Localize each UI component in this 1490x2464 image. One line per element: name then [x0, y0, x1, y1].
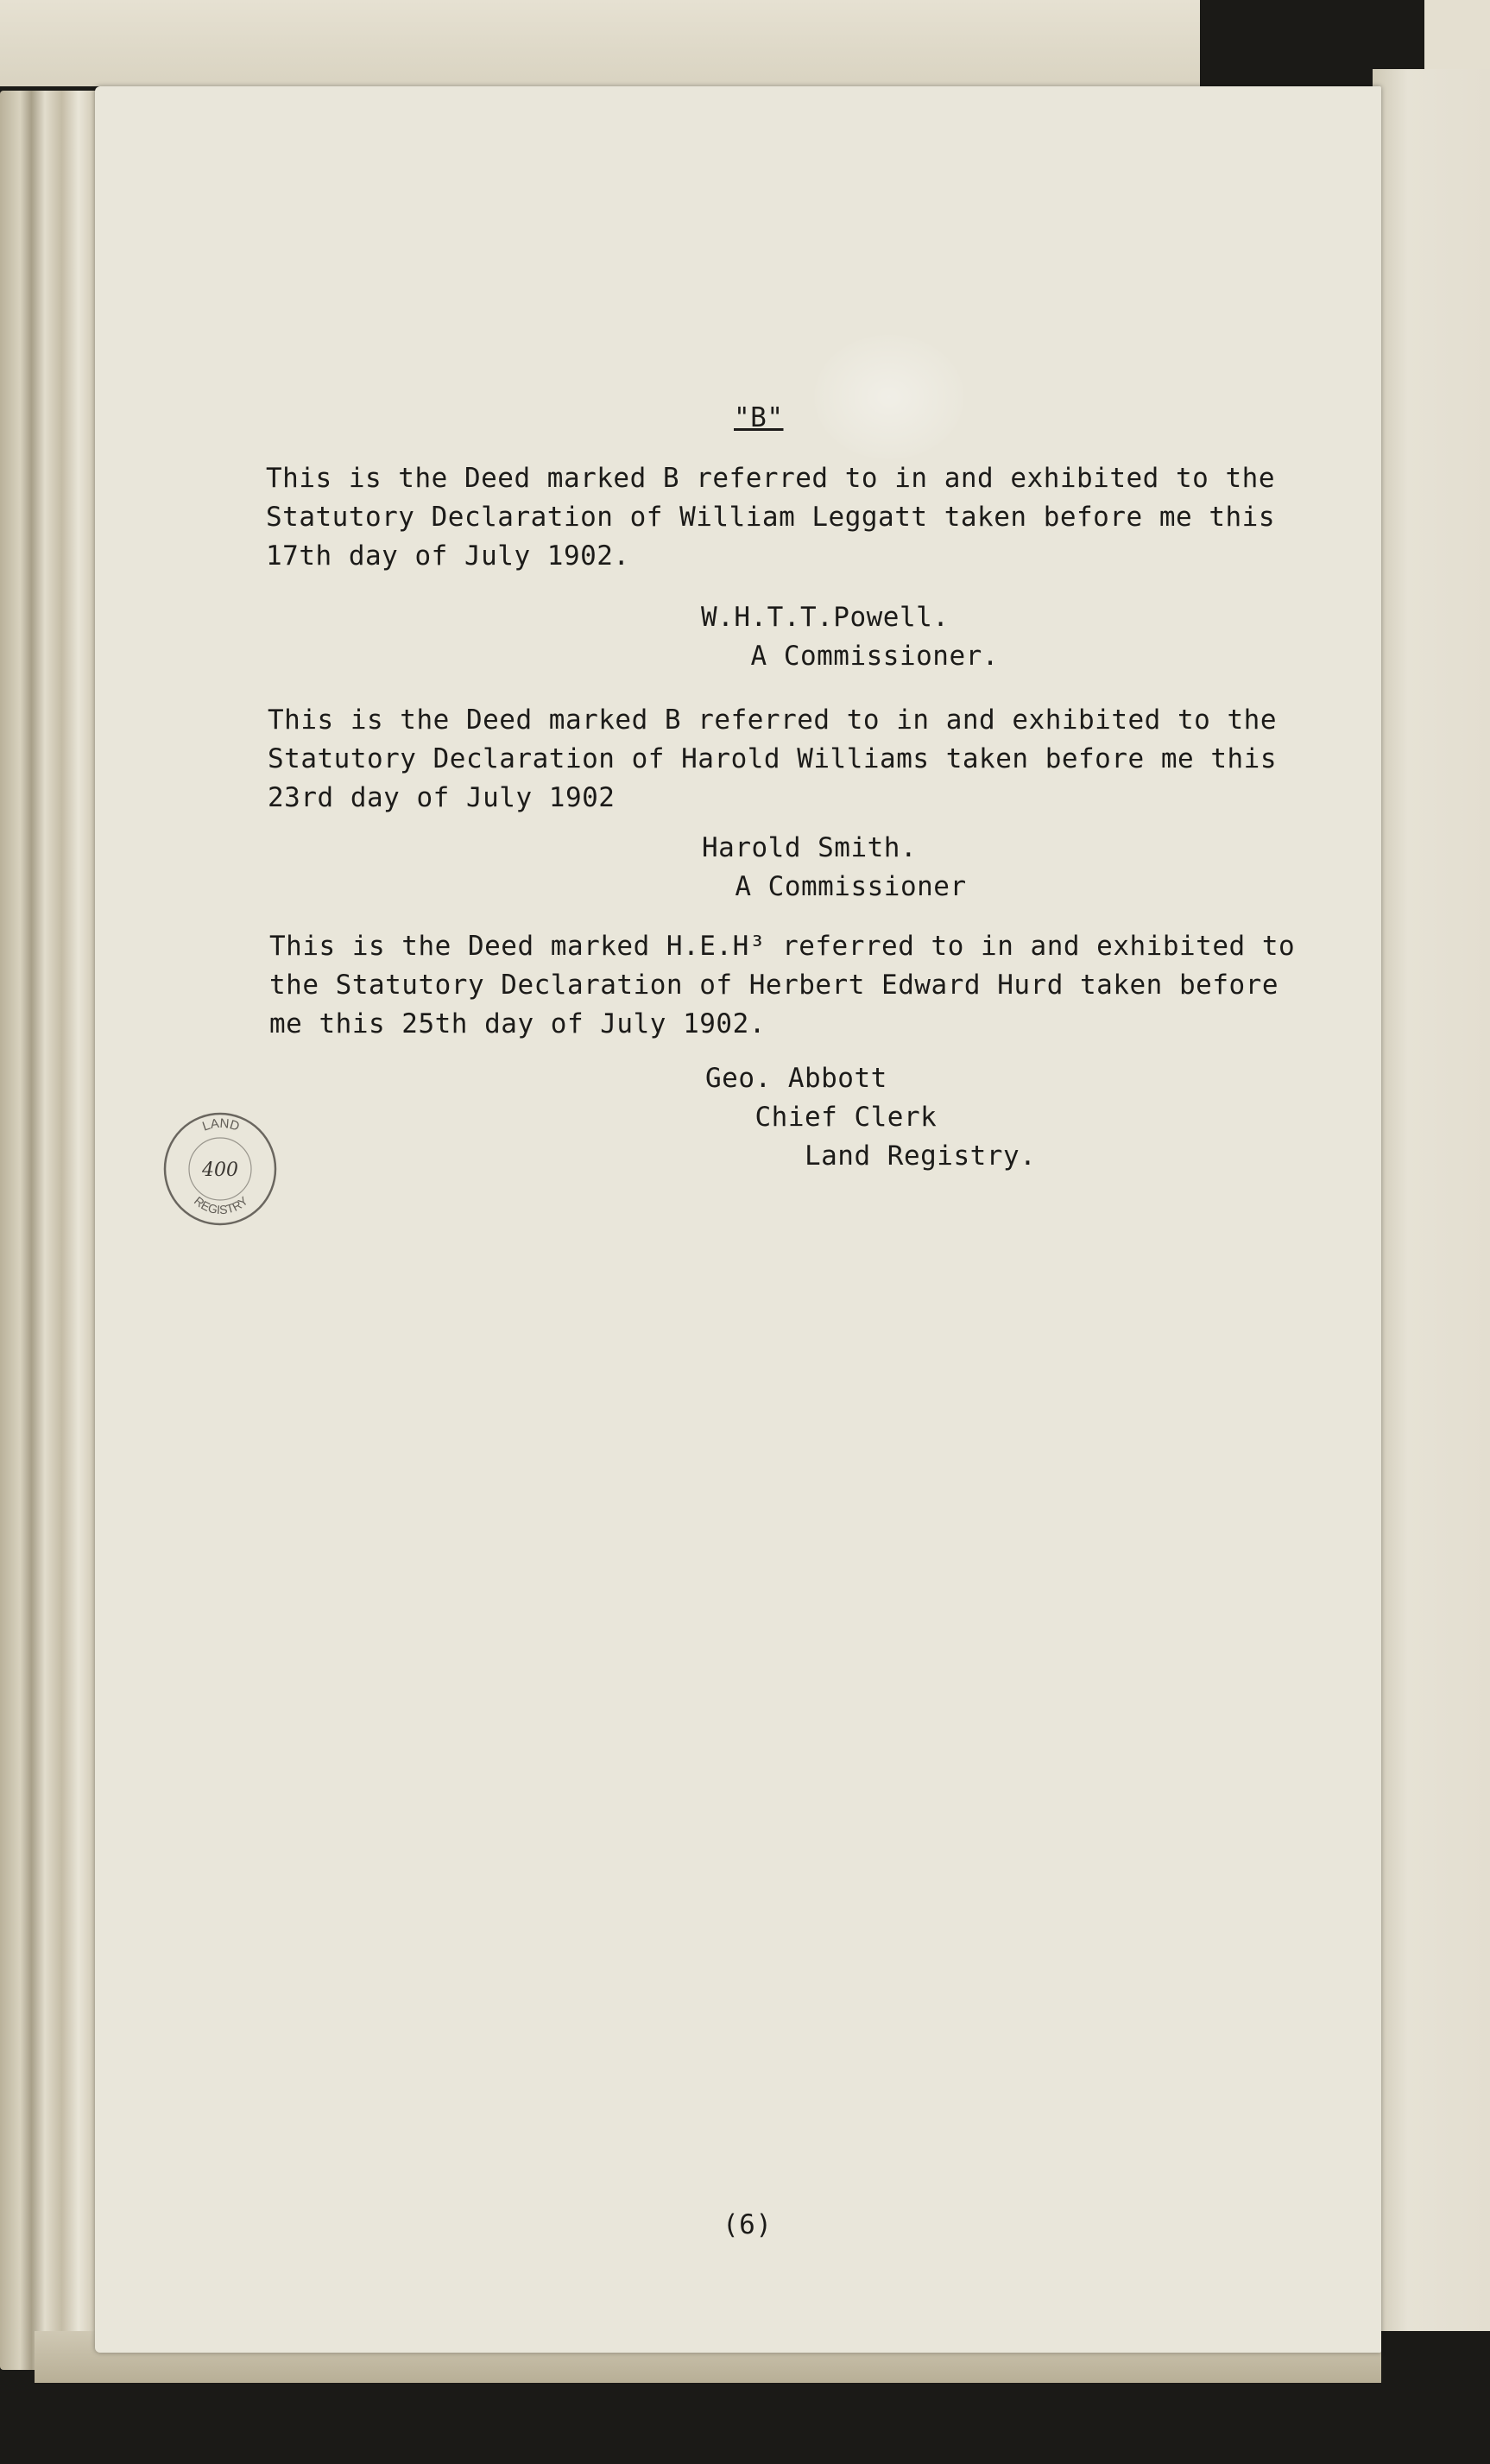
- signature-block-3: Geo. Abbott Chief Clerk Land Registry.: [705, 1063, 1037, 1172]
- declaration-paragraph-1: This is the Deed marked B referred to in and exhibited to the Statutory Declaration of William Leggatt taken before me this 17th day of July 1902.: [266, 463, 1275, 572]
- signature-block-2: Harold Smith. A Commissioner: [702, 832, 967, 902]
- background-paper-top: [0, 0, 1200, 86]
- declaration-paragraph-3: This is the Deed marked H.E.H³ referred to in and exhibited to the Statutory Declaration of Herbert Edward Hurd taken before me this 25th day of July 1902.: [269, 931, 1296, 1039]
- embossed-seal: [811, 332, 967, 462]
- exhibit-marker: "B": [734, 402, 784, 433]
- page-number: (6): [723, 2209, 773, 2240]
- background-paper-top-right: [1424, 0, 1490, 69]
- signature-block-1: W.H.T.T.Powell. A Commissioner.: [701, 602, 999, 672]
- stamp-bottom-text: REGISTRY: [191, 1193, 251, 1217]
- land-registry-stamp: [161, 1107, 280, 1226]
- stamp-center-text: 400: [202, 1159, 238, 1181]
- declaration-paragraph-2: This is the Deed marked B referred to in and exhibited to the Statutory Declaration of Harold Williams taken before me this 23rd day of July 1902: [268, 704, 1277, 813]
- svg-text:REGISTRY: [192, 1193, 251, 1216]
- svg-text:LAND: [200, 1116, 241, 1134]
- stamp-top-text: LAND: [200, 1115, 242, 1134]
- right-facing-page: [1373, 69, 1490, 2331]
